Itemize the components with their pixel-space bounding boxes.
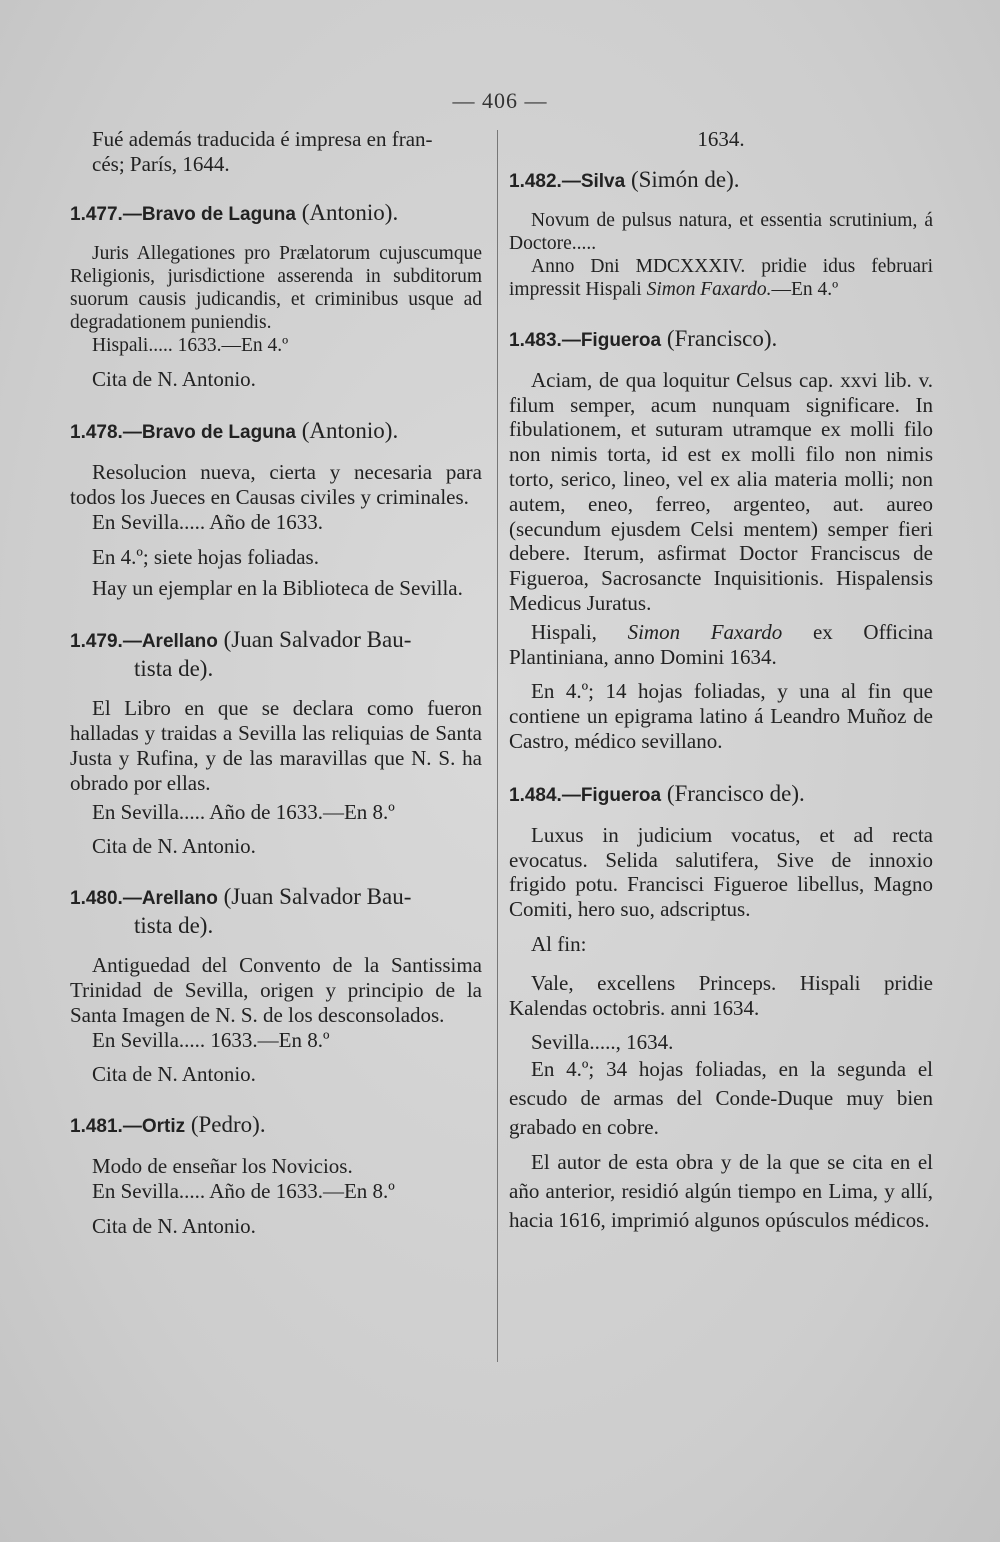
entry-colophon: Vale, excellens Princeps. Hispali pridie Kalendas octobris. anni 1634. bbox=[509, 970, 933, 1020]
entry-heading-1477 bbox=[70, 199, 482, 228]
entry-number: 1.479.— bbox=[70, 631, 142, 653]
page-number: — 406 — bbox=[452, 88, 548, 113]
entry-author: Figueroa bbox=[580, 784, 662, 806]
right-column bbox=[509, 127, 933, 1235]
entry-author: Arellano bbox=[141, 631, 218, 653]
entry-heading-1481 bbox=[70, 1111, 482, 1140]
entry-title-text: Modo de enseñar los Novicios. bbox=[92, 1154, 353, 1179]
intro-line-1: Fué además traducida é impresa en fran- bbox=[92, 127, 433, 151]
entry-number: 1.482.— bbox=[509, 170, 581, 192]
printer-name: Simon Faxardo. bbox=[646, 278, 772, 300]
entry-title-text: Resolucion nueva, cierta y necesaria para todos los Jueces en Causas civiles y criminales. bbox=[70, 460, 482, 510]
entry-author: Figueroa bbox=[580, 329, 662, 351]
entry-author: Bravo de Laguna bbox=[141, 203, 296, 225]
intro-line-2: cés; París, 1644. bbox=[92, 151, 230, 176]
entry-heading-1478 bbox=[70, 417, 482, 446]
entry-title-text: Aciam, de qua loquitur Celsus cap. xxvi lib. v. filum semper, acum nunquam significare. In fibulationem, et suturam utramque ex molli filo non nimis torta, id est ex molli filo non nimis torto, serico, lineo, vel ex alia materia molli; non autem, eneo, ferreo, argenteo, aut. aureo (secundum ejusdem Celsi mentem) semper fieri debere. Iterum, asfirmat Doctor Franciscus de Figueroa, Sacrosancte Inquisitionis. Hispalensis Medicus Juratus. bbox=[509, 367, 933, 615]
entry-number: 1.484.— bbox=[509, 784, 581, 806]
entry-author-note: El autor de esta obra y de la que se cita en el año anterior, residió algún tiempo en Lima, y allí, hacia 1616, imprimió algunos opúsculos médicos. bbox=[509, 1150, 933, 1233]
entry-number: 1.477.— bbox=[70, 203, 142, 225]
year-heading: 1634. bbox=[697, 127, 745, 151]
entry-citation: Cita de N. Antonio. bbox=[92, 1062, 256, 1087]
entry-imprint: En Sevilla..... Año de 1633.—En 8.º bbox=[92, 799, 395, 824]
entry-number: 1.478.— bbox=[70, 422, 142, 444]
entry-author-given: (Francisco). bbox=[661, 325, 778, 351]
entry-heading-1483 bbox=[509, 325, 933, 354]
entry-title-text: Juris Allegationes pro Prælatorum cujuscumque Religionis, jurisdictione asserenda in subditorum suorum causis judicandis, et criminibus usque ad degradationem puniendis. bbox=[70, 242, 482, 333]
left-column bbox=[70, 127, 482, 1239]
entry-author: Bravo de Laguna bbox=[141, 422, 296, 444]
entry-author: Arellano bbox=[141, 888, 218, 910]
entry-author-given: (Pedro). bbox=[185, 1112, 266, 1138]
entry-heading-1480 bbox=[70, 883, 482, 939]
entry-imprint: Sevilla....., 1634. bbox=[531, 1030, 674, 1055]
entry-title-text: Luxus in judicium vocatus, et ad recta evocatus. Selida salutifera, Sive de innoxio frigido potu. Francisci Figueroe libellus, Magno Comiti, hero suo, adscriptus. bbox=[509, 822, 933, 922]
entry-title-text: Antiguedad del Convento de la Santissima Trinidad de Sevilla, origen y principio de la Santa Imagen de N. S. de los desconsolados. bbox=[70, 953, 482, 1027]
entry-citation: Cita de N. Antonio. bbox=[92, 366, 256, 391]
entry-imprint: En Sevilla..... Año de 1633.—En 8.º bbox=[92, 1178, 395, 1203]
entry-author-given: (Juan Salvador Bau- bbox=[217, 627, 412, 653]
entry-author: Silva bbox=[580, 170, 626, 192]
entry-title-text: El Libro en que se declara como fueron halladas y traidas a Sevilla las reliquias de Santa Justa y Rufina, y de las maravillas que N. S. ha obrado por ellas. bbox=[70, 696, 482, 795]
entry-heading-1484 bbox=[509, 780, 933, 809]
entry-imprint: En Sevilla..... Año de 1633. bbox=[92, 509, 323, 534]
entry-author-continued: tista de). bbox=[134, 656, 214, 682]
entry-imprint: Hispali, Simon Faxardo ex Officina Plantiniana, anno Domini 1634. bbox=[509, 619, 933, 669]
entry-author: Ortiz bbox=[141, 1116, 186, 1138]
entry-author-continued: tista de). bbox=[134, 913, 214, 939]
entry-author-given: (Simón de). bbox=[625, 166, 740, 192]
entry-author-given: (Antonio). bbox=[295, 418, 399, 444]
entry-imprint: Anno Dni MDCXXXIV. pridie idus februari impressit Hispali Simon Faxardo.—En 4.º bbox=[509, 255, 933, 300]
entry-heading-1479 bbox=[70, 626, 482, 682]
entry-number: 1.480.— bbox=[70, 888, 142, 910]
entry-author-given: (Juan Salvador Bau- bbox=[217, 884, 412, 910]
entry-heading-1482 bbox=[509, 166, 933, 195]
column-divider bbox=[497, 130, 498, 1362]
entry-number: 1.483.— bbox=[509, 329, 581, 351]
entry-author-given: (Francisco de). bbox=[661, 780, 805, 806]
entry-number: 1.481.— bbox=[70, 1116, 142, 1138]
entry-author-given: (Antonio). bbox=[295, 199, 399, 225]
entry-title-text: Novum de pulsus natura, et essentia scrutinium, á Doctore..... bbox=[509, 209, 933, 254]
printer-name: Simon Faxardo bbox=[627, 619, 783, 644]
entry-imprint: Hispali..... 1633.—En 4.º bbox=[92, 334, 289, 356]
entry-description: En 4.º; 14 hojas foliadas, y una al fin que contiene un epigrama latino á Leandro Muñoz de Castro, médico sevillano. bbox=[509, 679, 933, 753]
entry-copy-note: Hay un ejemplar en la Biblioteca de Sevilla. bbox=[92, 575, 463, 600]
entry-citation: Cita de N. Antonio. bbox=[92, 1213, 256, 1238]
entry-citation: Cita de N. Antonio. bbox=[92, 834, 256, 859]
entry-imprint: En Sevilla..... 1633.—En 8.º bbox=[92, 1027, 330, 1052]
entry-description: En 4.º; 34 hojas foliadas, en la segunda el escudo de armas del Conde-Duque muy bien grabado en cobre. bbox=[509, 1057, 933, 1140]
entry-description: En 4.º; siete hojas foliadas. bbox=[92, 544, 319, 569]
entry-colophon-label: Al fin: bbox=[531, 931, 587, 956]
